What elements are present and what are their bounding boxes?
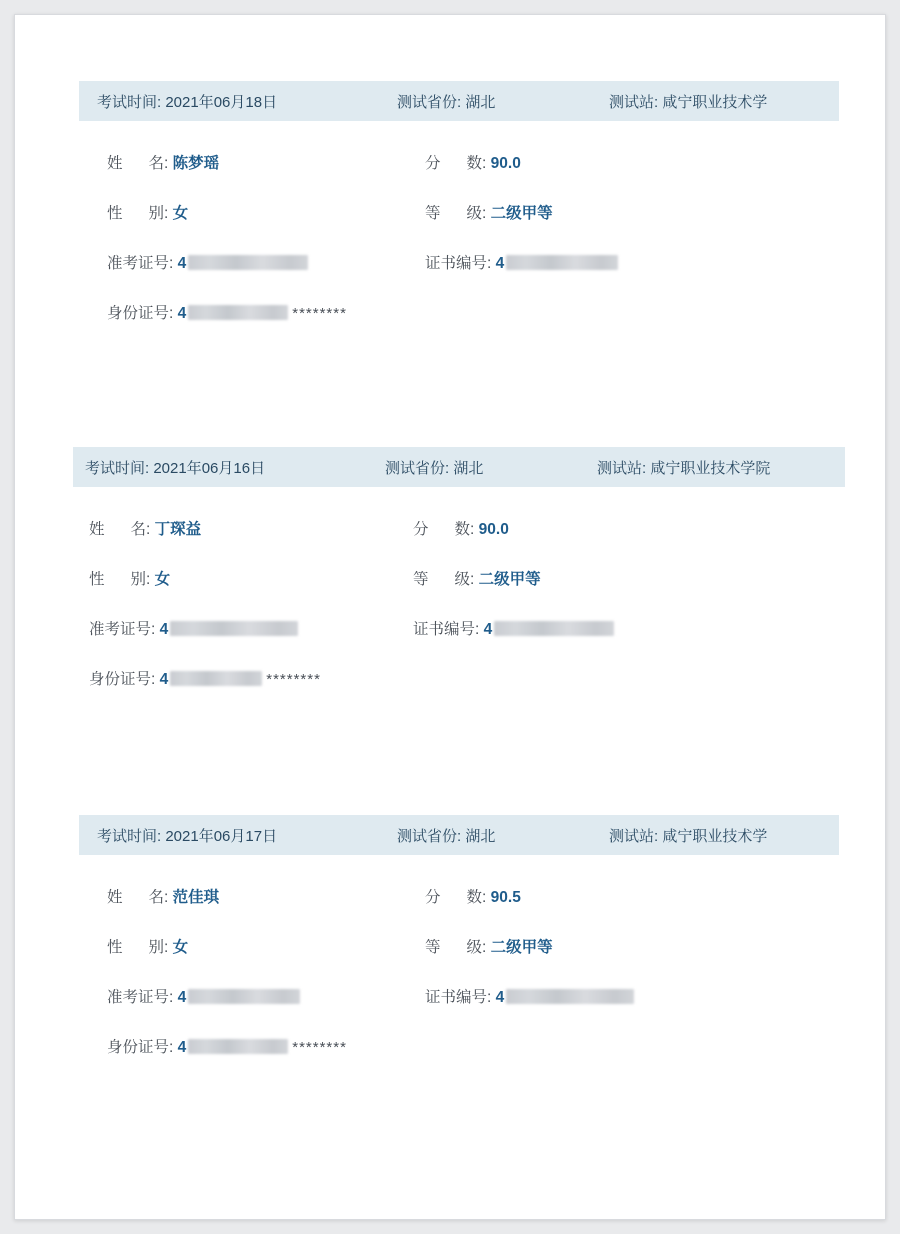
field-id-no	[107, 1035, 347, 1057]
score-label-2: 数:	[466, 889, 487, 906]
gender-label: 性	[107, 939, 123, 956]
redacted-bar	[494, 621, 614, 636]
redacted-bar	[506, 989, 634, 1004]
redacted-bar	[170, 671, 262, 686]
id-no-value: 4	[177, 305, 187, 322]
test-site-value: 咸宁职业技术学	[662, 827, 768, 845]
record-body	[15, 487, 885, 717]
exam-time	[97, 825, 277, 846]
field-id-no	[107, 301, 347, 323]
field-gender	[89, 567, 170, 589]
test-site-value: 咸宁职业技术学院	[650, 459, 771, 477]
id-no-suffix: ********	[292, 305, 347, 322]
score-label: 分	[425, 889, 441, 906]
gender-label: 性	[107, 205, 123, 222]
admission-no-value: 4	[177, 255, 187, 272]
gender-value: 女	[154, 571, 171, 588]
record-card	[15, 81, 885, 351]
province-label: 测试省份:	[397, 93, 462, 111]
field-id-no	[89, 667, 321, 689]
grade-value: 二级甲等	[490, 939, 553, 956]
admission-no-value: 4	[159, 621, 169, 638]
exam-time-label: 考试时间:	[97, 827, 162, 845]
certificate-no-label: 证书编号:	[425, 255, 492, 272]
province	[397, 825, 495, 846]
field-admission-no	[107, 251, 308, 273]
field-gender	[107, 935, 188, 957]
field-certificate-no	[425, 985, 634, 1007]
certificate-no-value: 4	[495, 989, 505, 1006]
redacted-bar	[188, 305, 288, 320]
field-name	[107, 885, 219, 907]
test-site-label: 测试站:	[597, 459, 647, 477]
score-value: 90.5	[490, 889, 521, 906]
field-score	[425, 151, 521, 173]
grade-label-2: 级:	[466, 939, 487, 956]
admission-no-label: 准考证号:	[107, 255, 174, 272]
field-grade	[425, 935, 553, 957]
grade-label-2: 级:	[466, 205, 487, 222]
admission-no-label: 准考证号:	[107, 989, 174, 1006]
exam-time	[85, 457, 265, 478]
name-label: 姓	[89, 521, 105, 538]
record-header	[73, 447, 845, 487]
grade-label: 等	[413, 571, 429, 588]
province-label: 测试省份:	[397, 827, 462, 845]
field-score	[425, 885, 521, 907]
redacted-bar	[170, 621, 298, 636]
province-value: 湖北	[465, 93, 496, 111]
record-header	[79, 815, 839, 855]
admission-no-label: 准考证号:	[89, 621, 156, 638]
name-label: 姓	[107, 155, 123, 172]
exam-time-value: 2021年06月17日	[165, 827, 278, 845]
field-admission-no	[107, 985, 300, 1007]
record-card	[15, 447, 885, 717]
record-header	[79, 81, 839, 121]
province	[385, 457, 483, 478]
field-gender	[107, 201, 188, 223]
province-value: 湖北	[453, 459, 484, 477]
province-label: 测试省份:	[385, 459, 450, 477]
certificate-no-value: 4	[495, 255, 505, 272]
test-site	[609, 825, 767, 846]
score-label-2: 数:	[454, 521, 475, 538]
field-certificate-no	[413, 617, 614, 639]
test-site-label: 测试站:	[609, 827, 659, 845]
record-body	[15, 121, 885, 351]
name-label: 姓	[107, 889, 123, 906]
name-value: 范佳琪	[172, 889, 220, 906]
test-site	[609, 91, 767, 112]
certificate-no-value: 4	[483, 621, 493, 638]
score-label-2: 数:	[466, 155, 487, 172]
exam-time-value: 2021年06月16日	[153, 459, 266, 477]
score-value: 90.0	[490, 155, 521, 172]
name-label-2: 名:	[148, 155, 169, 172]
grade-value: 二级甲等	[490, 205, 553, 222]
exam-time-label: 考试时间:	[97, 93, 162, 111]
certificate-no-label: 证书编号:	[425, 989, 492, 1006]
grade-label: 等	[425, 205, 441, 222]
id-no-suffix: ********	[266, 671, 321, 688]
field-certificate-no	[425, 251, 618, 273]
province	[397, 91, 495, 112]
name-value: 丁琛益	[154, 521, 202, 538]
records-list	[15, 15, 885, 1219]
province-value: 湖北	[465, 827, 496, 845]
field-admission-no	[89, 617, 298, 639]
field-grade	[425, 201, 553, 223]
id-no-label: 身份证号:	[107, 1039, 174, 1056]
grade-label-2: 级:	[454, 571, 475, 588]
record-body	[15, 855, 885, 1085]
field-grade	[413, 567, 541, 589]
redacted-bar	[188, 989, 300, 1004]
score-label: 分	[413, 521, 429, 538]
exam-time	[97, 91, 277, 112]
redacted-bar	[188, 1039, 288, 1054]
gender-value: 女	[172, 205, 189, 222]
exam-time-label: 考试时间:	[85, 459, 150, 477]
gender-label-2: 别:	[130, 571, 151, 588]
gender-value: 女	[172, 939, 189, 956]
id-no-value: 4	[159, 671, 169, 688]
id-no-label: 身份证号:	[89, 671, 156, 688]
test-site-label: 测试站:	[609, 93, 659, 111]
document-page	[14, 14, 886, 1220]
field-name	[107, 151, 219, 173]
field-name	[89, 517, 201, 539]
score-label: 分	[425, 155, 441, 172]
redacted-bar	[188, 255, 308, 270]
gender-label: 性	[89, 571, 105, 588]
gender-label-2: 别:	[148, 939, 169, 956]
score-value: 90.0	[478, 521, 509, 538]
certificate-no-label: 证书编号:	[413, 621, 480, 638]
record-card	[15, 815, 885, 1085]
admission-no-value: 4	[177, 989, 187, 1006]
id-no-label: 身份证号:	[107, 305, 174, 322]
name-label-2: 名:	[148, 889, 169, 906]
exam-time-value: 2021年06月18日	[165, 93, 278, 111]
grade-value: 二级甲等	[478, 571, 541, 588]
test-site-value: 咸宁职业技术学	[662, 93, 768, 111]
grade-label: 等	[425, 939, 441, 956]
id-no-suffix: ********	[292, 1039, 347, 1056]
id-no-value: 4	[177, 1039, 187, 1056]
name-value: 陈梦瑶	[172, 155, 220, 172]
gender-label-2: 别:	[148, 205, 169, 222]
test-site	[597, 457, 770, 478]
name-label-2: 名:	[130, 521, 151, 538]
field-score	[413, 517, 509, 539]
redacted-bar	[506, 255, 618, 270]
